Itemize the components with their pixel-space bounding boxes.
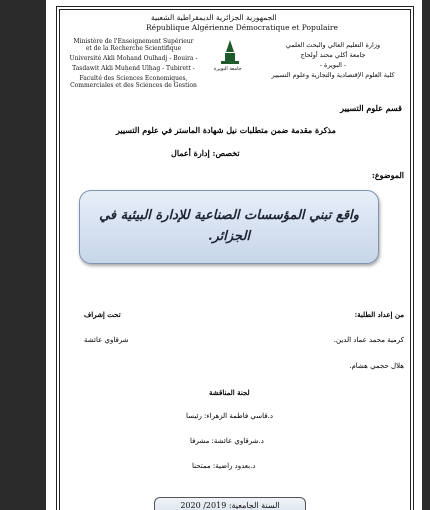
header-ar-line: - البويرة - — [319, 61, 347, 69]
header-french-left — [66, 38, 201, 89]
student-name: هلال حجمي هشام. — [349, 362, 404, 370]
supervisor-name: شرقاوي عائشة — [84, 336, 129, 344]
academic-year-box — [154, 497, 306, 510]
subject-label: الموضوع: — [371, 170, 404, 180]
committee-member: د.قاسي فاطمة الزهراء: رئيسا — [186, 412, 273, 420]
header-fr-line: Faculté des Sciences Economiques, — [79, 75, 188, 82]
student-name: كرمية محمد عماد الدين. — [333, 336, 404, 344]
header-fr-line: Université Akli Mohand Oulhadj - Bouira - — [69, 55, 198, 62]
thesis-title-box — [79, 190, 379, 264]
supervision-label: تحت إشراف — [84, 310, 121, 319]
document-page — [46, 0, 422, 510]
header-republic-arabic: الجمهورية الجزائرية الديمقراطية الشعبية — [151, 13, 277, 22]
header-ar-line: جامعة أكلي محند أولحاج — [300, 51, 366, 59]
committee-member: د.شرقاوي عائشة: مشرفا — [190, 437, 264, 445]
academic-year: السنة الجامعية: 2019/ 2020 — [180, 501, 280, 510]
header-fr-line: et de la Recherche Scientifique — [85, 45, 182, 52]
header-ar-line: وزارة التعليم العالي والبحث العلمي — [285, 41, 381, 49]
committee-label: لجنة المناقشة — [209, 388, 250, 397]
students-label: من إعداد الطلبة: — [354, 310, 404, 319]
header-fr-line: Ministère de l'Enseignement Supérieur — [73, 38, 194, 45]
department-label: قسم علوم التسيير — [340, 103, 402, 113]
header-fr-line: Commerciales et des Sciences de Gestion — [70, 82, 197, 89]
committee-member: د.بعدود راضية: ممتحنا — [192, 462, 256, 470]
thesis-title: واقع تبني المؤسسات الصناعية للإدارة البيئية في الجزائر. — [99, 208, 359, 244]
header-republic-french: République Algérienne Démocratique et Populaire — [146, 23, 338, 32]
header-arabic-right — [268, 40, 398, 80]
logo-caption: جامعة البويرة — [214, 66, 242, 72]
header-ar-line: كلية العلوم الإقتصادية والتجارية وعلوم التسيير — [271, 71, 395, 79]
memo-statement: مذكرة مقدمة ضمن متطلبات نيل شهادة الماستر في علوم التسيير — [116, 125, 336, 135]
header-fr-line: Tasdawit Akli Muḥend Ulḥag - Tubirett - — [72, 65, 195, 72]
specialty-label: تخصص: إدارة أعمال — [171, 148, 240, 158]
